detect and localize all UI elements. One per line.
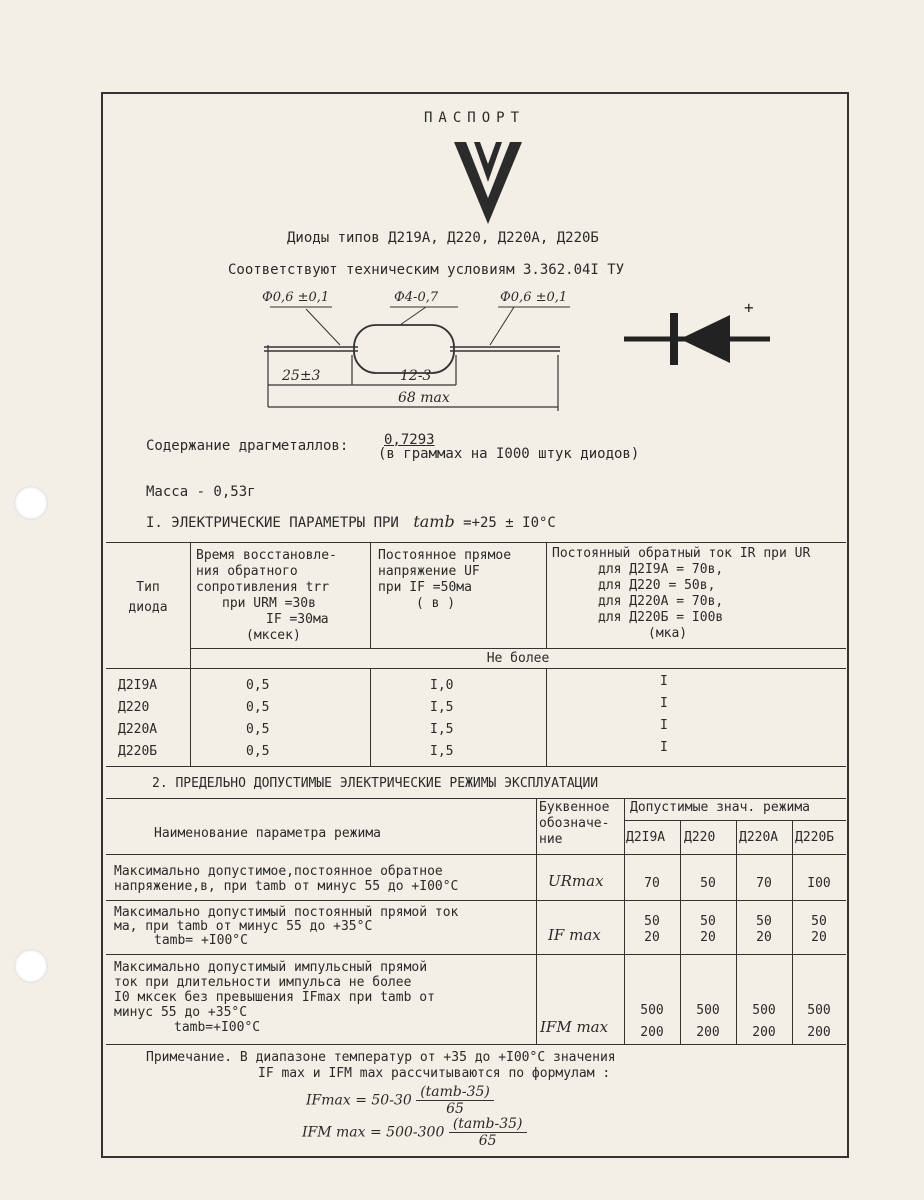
table1-cell-type: Д220 — [118, 700, 150, 715]
table1-col-line-2b — [370, 668, 371, 766]
table2-row2-symbol: IF max — [548, 926, 601, 944]
table1-top-line — [106, 542, 846, 543]
table2-row2-value-3: 50 20 — [756, 914, 772, 945]
total-length-label: 68 max — [398, 390, 450, 406]
table2-header-type-2: Д220 — [684, 830, 716, 845]
precious-metals-label: Содержание драгметаллов: — [146, 438, 349, 454]
table1-cell-type: Д220А — [118, 722, 158, 737]
table1-cell-ir: I — [660, 696, 668, 711]
lead-diameter-label: Ф0,6 ±0,1 — [262, 290, 330, 305]
table2-row3-value-2: 500 200 — [696, 1003, 720, 1040]
table2-row3-value-1: 500 200 — [640, 1003, 664, 1040]
table1-cell-ir: I — [660, 740, 668, 755]
table2-row1-bottom-line — [106, 900, 846, 901]
table2-header-param: Наименование параметра режима — [154, 826, 381, 841]
table1-cell-type: Д220Б — [118, 744, 158, 759]
section2-title: 2. ПРЕДЕЛЬНО ДОПУСТИМЫЕ ЭЛЕКТРИЧЕСКИЕ РЕЖИМЫ ЭКСПЛУАТАЦИИ — [152, 776, 599, 791]
table2-row3-value-3: 500 200 — [752, 1003, 776, 1040]
precious-metals-value: 0,7293 — [384, 432, 435, 448]
plus-sign: + — [744, 298, 754, 317]
table1-cell-uf: I,0 — [430, 678, 454, 693]
table2-header-bottom-line — [106, 854, 846, 855]
table2-row1-value-3: 70 — [756, 876, 772, 891]
table2-row2-bottom-line — [106, 954, 846, 955]
table1-header-trr: Время восстановле- ния обратного сопротивления trr при URM =30в IF =30ма (мксек) — [196, 548, 337, 643]
passport-title: ПАСПОРТ — [424, 110, 526, 126]
formula-if-max: IFmax = 50-30 $\frac{\text{(tamb-35)}}{65}$ — [306, 1084, 494, 1117]
table1-cell-ir: I — [660, 674, 668, 689]
table1-col-line-3 — [546, 542, 547, 648]
mass: Масса - 0,53г — [146, 484, 256, 500]
v-logo-icon — [452, 138, 524, 226]
table2-top-line — [106, 798, 846, 799]
table1-subheader-line — [190, 648, 846, 649]
table1-col-line-2 — [370, 542, 371, 648]
punch-hole-top — [14, 486, 48, 520]
table2-header-type-3: Д220А — [739, 830, 779, 845]
table1-cell-trr: 0,5 — [246, 722, 270, 737]
table1-header-ir: Постоянный обратный ток IR при UR для Д2I9А = 70в, для Д220 = 50в, для Д220А = 70в, для Д220Б = I00в (мка) — [552, 546, 811, 641]
table1-cell-uf: I,5 — [430, 722, 454, 737]
table1-col-line-3b — [546, 668, 547, 766]
table2-header-allowed: Допустимые знач. режима — [630, 800, 811, 815]
table1-cell-trr: 0,5 — [246, 700, 270, 715]
table2-bottom-line — [106, 1044, 846, 1045]
lead-diameter-label-2: Ф0,6 ±0,1 — [500, 290, 568, 305]
table1-cell-uf: I,5 — [430, 744, 454, 759]
body-diameter-label: Ф4-0,7 — [394, 290, 439, 305]
table1-cell-trr: 0,5 — [246, 678, 270, 693]
table2-row2-param: Максимально допустимый постоянный прямой ток ма, при tamb от минус 55 до +35°C tamb= +I00°C — [114, 905, 459, 948]
table1-cell-uf: I,5 — [430, 700, 454, 715]
table2-header-symbol: Буквенное обозначе- ние — [539, 800, 610, 847]
precious-metals-note: (в граммах на I000 штук диодов) — [378, 446, 640, 462]
diode-symbol-icon — [620, 305, 780, 369]
table1-bottom-line — [106, 766, 846, 767]
table2-allowed-line — [624, 820, 846, 821]
table2-header-type-4: Д220Б — [795, 830, 835, 845]
table2-row1-param: Максимально допустимое,постоянное обратное напряжение,в, при tamb от минус 55 до +I00°C — [114, 864, 459, 894]
table2-row3-param: Максимально допустимый импульсный прямой ток при длительности импульса не более I0 мксек без превышения IFmax при tamb от минус 55 до +35°C tamb=+I00°C — [114, 960, 435, 1035]
table2-row1-value-1: 70 — [644, 876, 660, 891]
table1-cell-type: Д2I9А — [118, 678, 158, 693]
table1-cell-ir: I — [660, 718, 668, 733]
table1-header-uf: Постоянное прямое напряжение UF при IF =50ма ( в ) — [378, 548, 512, 611]
table1-cell-trr: 0,5 — [246, 744, 270, 759]
lead-length-label: 25±3 — [282, 368, 321, 384]
table2-row3-value-4: 500 200 — [807, 1003, 831, 1040]
note-line-1: Примечание. В диапазоне температур от +35 до +I00°C значения — [146, 1050, 616, 1065]
table2-row1-symbol: URmax — [548, 872, 604, 890]
table2-row1-value-2: 50 — [700, 876, 716, 891]
spec-line: Соответствуют техническим условиям 3.362.04I ТУ — [228, 262, 625, 278]
section1-title: I. ЭЛЕКТРИЧЕСКИЕ ПАРАМЕТРЫ ПРИ tamb =+25 ± I0°C — [146, 512, 556, 531]
table2-row2-value-2: 50 20 — [700, 914, 716, 945]
body-length-label: 12-3 — [400, 368, 432, 384]
table2-header-type-1: Д2I9А — [626, 830, 666, 845]
table2-col-line-param — [536, 798, 537, 1044]
table2-row2-value-4: 50 20 — [811, 914, 827, 945]
table2-row1-value-4: I00 — [807, 876, 831, 891]
formula-ifm-max: IFM max = 500-300 $\frac{\text{(tamb-35)}}{65}$ — [302, 1116, 527, 1149]
diode-types-line: Диоды типов Д219А, Д220, Д220А, Д220Б — [287, 230, 599, 246]
table1-header-bottom-line — [106, 668, 846, 669]
table2-row3-symbol: IFM max — [540, 1018, 609, 1036]
note-line-2: IF max и IFM max рассчитываются по формулам : — [258, 1066, 611, 1081]
table1-header-type: Тип диода — [128, 580, 168, 615]
table2-row2-value-1: 50 20 — [644, 914, 660, 945]
punch-hole-bottom — [14, 949, 48, 983]
table1-not-more: Не более — [486, 651, 550, 666]
